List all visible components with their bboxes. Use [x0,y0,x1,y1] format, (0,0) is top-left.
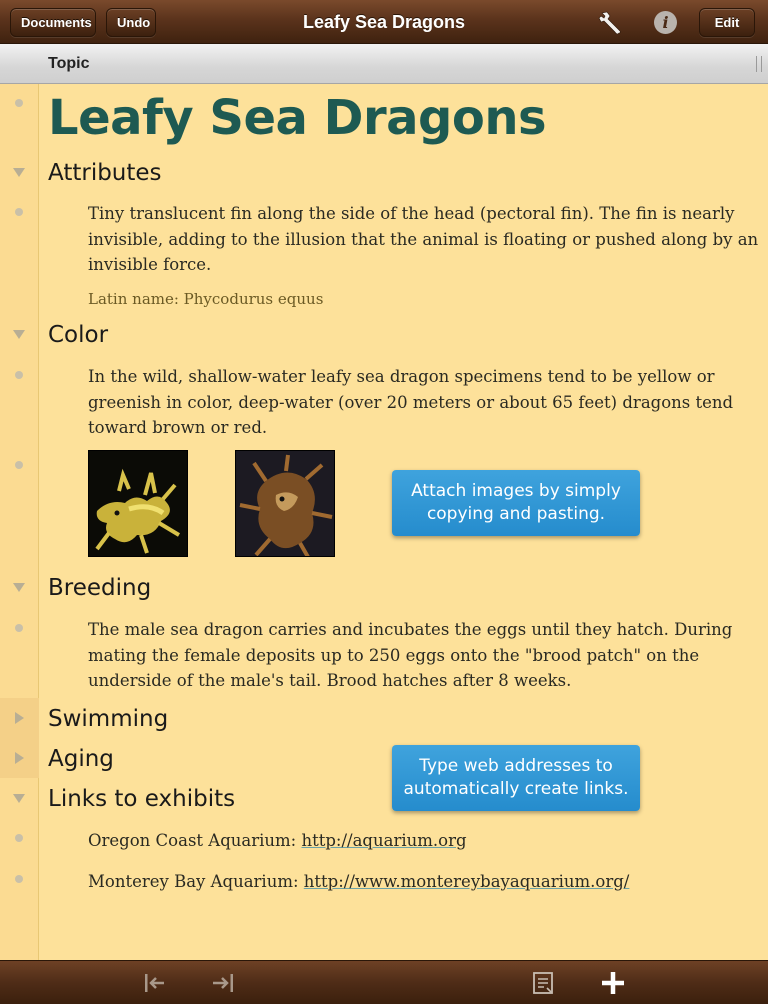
row-bullet-icon[interactable] [15,875,23,883]
row-bullet-icon[interactable] [15,99,23,107]
bottom-toolbar [0,960,768,1004]
expanded-triangle-icon[interactable] [13,330,25,339]
expanded-triangle-icon[interactable] [13,168,25,177]
collapsed-triangle-icon[interactable] [15,752,24,764]
sea-dragon-image-brown[interactable] [235,450,335,557]
link-label: Oregon Coast Aquarium: [88,831,302,850]
document-title: Leafy Sea Dragons [302,12,466,32]
outdent-icon[interactable] [142,971,168,995]
attributes-text[interactable]: Tiny translucent fin along the side of the head (pectoral fin). The fin is nearly invisible, adding to the illusion that the animal is floating or pushed along by an invisible force. [88,204,759,274]
note-icon[interactable] [530,971,556,995]
top-toolbar [0,0,768,44]
row-bullet-icon[interactable] [15,834,23,842]
add-row-icon[interactable] [600,971,626,995]
topic-attributes[interactable]: Attributes [48,160,162,186]
topic-swimming[interactable]: Swimming [48,706,169,732]
column-header-topic[interactable]: Topic [48,55,90,72]
sea-dragon-image-yellow[interactable] [88,450,188,557]
column-resize-grip-icon[interactable] [756,56,762,72]
color-text[interactable]: In the wild, shallow-water leafy sea dragon specimens tend to be yellow or greenish in color, deep-water (over 20 meters or about 65 feet) dragons tend toward brown or red. [88,367,734,437]
edit-button[interactable]: Edit [699,8,755,37]
link-montereybayaquarium-org[interactable]: http://www.montereybayaquarium.org/ [303,872,630,891]
outline-title[interactable]: Leafy Sea Dragons [48,90,547,146]
link-row-monterey [88,869,760,895]
row-bullet-icon[interactable] [15,208,23,216]
link-label: Monterey Bay Aquarium: [88,872,304,891]
row-bullet-icon[interactable] [15,461,23,469]
tip-callout-links: Type web addresses to automatically create links. [392,745,640,811]
row-handle-gutter [0,84,39,960]
wrench-icon[interactable] [598,10,624,36]
topic-links-to-exhibits[interactable]: Links to exhibits [48,786,236,812]
row-bullet-icon[interactable] [15,624,23,632]
row-bullet-icon[interactable] [15,371,23,379]
tip-callout-images: Attach images by simply copying and pasting. [392,470,640,536]
breeding-text[interactable]: The male sea dragon carries and incubates the eggs until they hatch. During mating the female deposits up to 250 eggs onto the "brood patch" on the underside of the male's tail. Brood hatches after 8 weeks. [88,620,733,690]
info-icon[interactable]: i [654,11,677,34]
indent-icon[interactable] [210,971,236,995]
column-header [0,44,768,84]
undo-button[interactable]: Undo [106,8,156,37]
topic-aging[interactable]: Aging [48,746,114,772]
topic-breeding[interactable]: Breeding [48,575,152,601]
link-row-oregon [88,828,760,854]
expanded-triangle-icon[interactable] [13,794,25,803]
topic-color[interactable]: Color [48,322,109,348]
collapsed-triangle-icon[interactable] [15,712,24,724]
attributes-note[interactable]: Latin name: Phycodurus equus [88,290,324,308]
link-aquarium-org[interactable]: http://aquarium.org [301,831,467,850]
documents-button[interactable]: Documents [10,8,96,37]
expanded-triangle-icon[interactable] [13,583,25,592]
